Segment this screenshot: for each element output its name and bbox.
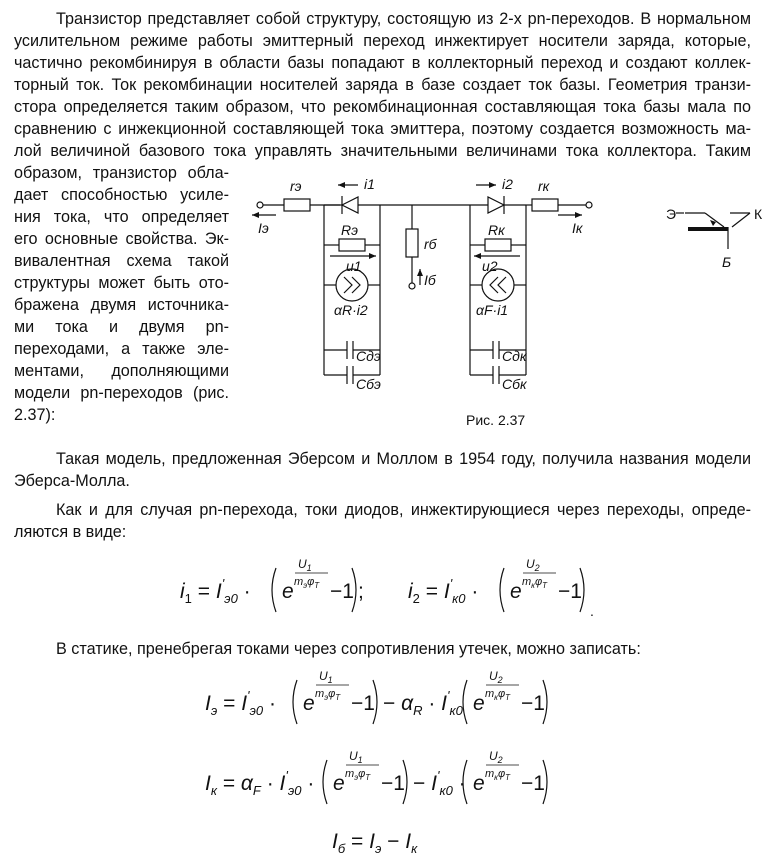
svg-text:mкφT: $m_к\varphi_T$: [485, 768, 511, 782]
label-rk-small: rк: [538, 178, 550, 194]
paragraph-intro: [14, 8, 751, 162]
text-line: торный ток. Ток рекомбинации носителей заряда в базе создает ток базы. Геометрия транзи-: [14, 76, 751, 94]
resistor-Re: [339, 239, 365, 251]
text-line: лой величиной базового тока управлять значительными величинами тока коллектора. Таким: [14, 142, 751, 160]
svg-text:e: e: [303, 692, 315, 715]
text-line: стора определяется таким образом, что рекомбинационная составляющая тока базы мала по: [14, 98, 751, 116]
text-line: модели pn-переходов (рис.: [14, 384, 229, 402]
paragraph-wrapped: [14, 162, 229, 426]
svg-text:e: e: [510, 580, 522, 603]
svg-text:−1: −1: [558, 580, 582, 603]
svg-text:− I'к0 ·: − $I'_{к0}$ ·: [413, 768, 466, 798]
text-line: усилительном режиме работы эмиттерный переход инжектирует носители заряда, которые,: [14, 32, 751, 50]
svg-text:.: .: [590, 603, 594, 619]
svg-text:mэφT: $m_э\varphi_T$: [315, 688, 341, 702]
label-alphaF: αF·i1: [476, 302, 509, 318]
text-line: ляются в виде:: [14, 523, 127, 541]
svg-text:U1: $U_1$: [319, 669, 333, 685]
paragraph-diode-currents: [14, 499, 751, 543]
figure-caption: Рис. 2.37: [466, 412, 526, 428]
collector-terminal: [586, 202, 592, 208]
text-line: дает способностью усиле-: [14, 186, 229, 204]
label-Cde: Cдэ: [356, 348, 381, 364]
svg-text:e: e: [333, 772, 345, 795]
label-Re: Rэ: [341, 222, 358, 238]
resistor-rk: [532, 199, 558, 211]
text-line: бражена двумя источника-: [14, 296, 229, 314]
emitter-terminal: [257, 202, 263, 208]
svg-text:Iэ = I'э0 ·: $I_э = I'_{э0}$ ·: [205, 688, 276, 718]
text-line: Эберса-Молла.: [14, 472, 130, 490]
base-terminal: [409, 283, 415, 289]
svg-text:i2 = I'к0 ·: $i_2 = I'_{к0}$ ·: [408, 576, 479, 606]
formula-emitter-current: [205, 664, 575, 742]
text-line: частично рекомбинируя в области базы попадают в коллекторный переход и создают коллек-: [14, 54, 751, 72]
svg-text:;: ;: [358, 580, 364, 603]
paragraph-static: В статике, пренебрегая токами через сопротивления утечек, можно записать:: [56, 640, 641, 658]
svg-text:Iб = Iэ − Iк: $I_б = I_э - I_к$: [332, 830, 418, 856]
svg-text:mкφT: $m_к\varphi_T$: [522, 576, 548, 590]
svg-text:mэφT: $m_э\varphi_T$: [294, 576, 320, 590]
symbol-collector-label: К: [754, 206, 763, 222]
svg-text:−1: −1: [330, 580, 354, 603]
label-u1: u1: [346, 258, 362, 274]
text-line: ментами, дополняющими: [14, 362, 229, 380]
paragraph-model-name: [14, 448, 751, 492]
text-line: образом, транзистор обла-: [14, 164, 229, 182]
text-line: переходами, а также эле-: [14, 340, 229, 358]
label-Ib: Iб: [424, 272, 436, 288]
svg-text:e: e: [473, 772, 485, 795]
label-Rk: Rк: [488, 222, 505, 238]
text-line: Такая модель, предложенная Эберсом и Моллом в 1954 году, получила названия модели: [56, 450, 751, 468]
svg-text:−1: −1: [521, 692, 545, 715]
svg-text:e: e: [282, 580, 294, 603]
text-line: вивалентная схема такой: [14, 252, 229, 270]
svg-text:mкφT: $m_к\varphi_T$: [485, 688, 511, 702]
label-re: rэ: [290, 178, 302, 194]
diode-collector: [488, 197, 504, 213]
resistor-re: [284, 199, 310, 211]
svg-text:U2: $U_2$: [526, 557, 540, 573]
svg-text:mэφT: $m_э\varphi_T$: [345, 768, 371, 782]
svg-text:U2: $U_2$: [489, 749, 503, 765]
label-Cbe: Cбэ: [356, 376, 381, 392]
svg-text:−1: −1: [381, 772, 405, 795]
text-line: его основные свойства. Эк-: [14, 230, 229, 248]
text-line: ми тока и двумя pn-: [14, 318, 229, 336]
svg-text:Iк = αF · I'э0 ·: $I_к = \alpha_F \cdot I'_{э0}$ ·: [205, 768, 315, 798]
svg-text:U2: $U_2$: [489, 669, 503, 685]
label-i1: i1: [364, 176, 375, 192]
svg-text:U1: $U_1$: [349, 749, 363, 765]
svg-text:− αR · I'к0: − $\alpha_R \cdot I'_{к0}$: [383, 688, 463, 718]
formula-base-current: [332, 824, 452, 858]
formula-collector-current: [205, 744, 575, 822]
label-rb: rб: [424, 236, 437, 252]
text-line: сравнению с инжекционной составляющей тока эмиттера, поэтому создается возможность ма-: [14, 120, 751, 138]
resistor-Rk: [485, 239, 511, 251]
svg-text:e: e: [473, 692, 485, 715]
text-line: ния тока, что определяет: [14, 208, 229, 226]
resistor-rb: [406, 229, 418, 257]
text-line: Как и для случая pn-перехода, токи диодов, инжектирующиеся через переходы, опреде-: [56, 501, 751, 519]
formula-diode-currents: [180, 548, 600, 630]
text-line: 2.37):: [14, 406, 56, 424]
diode-emitter: [342, 197, 358, 213]
label-Ie: Iэ: [258, 220, 269, 236]
symbol-emitter-label: Э: [666, 206, 677, 222]
symbol-base-label: Б: [722, 254, 732, 270]
label-Cbk: Cбк: [502, 376, 527, 392]
svg-text:−1: −1: [351, 692, 375, 715]
label-Ik: Iк: [572, 220, 583, 236]
svg-text:U1: $U_1$: [298, 557, 312, 573]
text-line: Транзистор представляет собой структуру, состоящую из 2-х pn-переходов. В нормальном: [56, 10, 751, 28]
svg-text:−1: −1: [521, 772, 545, 795]
label-u2: u2: [482, 258, 498, 274]
text-line: структуры может быть ото-: [14, 274, 229, 292]
ebers-moll-circuit-figure: [240, 165, 763, 435]
svg-text:i1 = I'э0 ·: $i_1 = I'_{э0}$ ·: [180, 576, 251, 606]
label-i2: i2: [502, 176, 513, 192]
label-Cdk: Cдк: [502, 348, 527, 364]
label-alphaR: αR·i2: [334, 302, 368, 318]
